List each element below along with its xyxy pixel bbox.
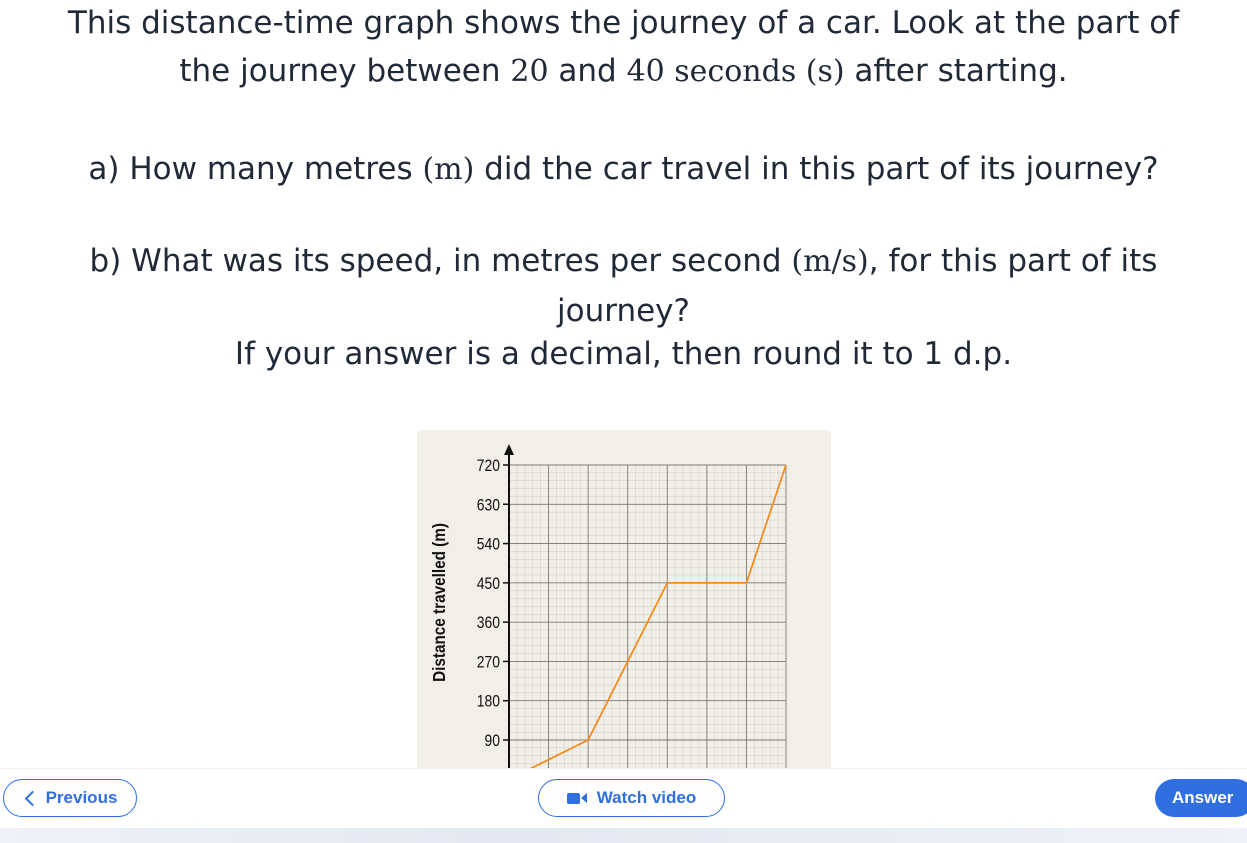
question-line-2 — [0, 50, 1247, 93]
answer-button[interactable] — [1155, 779, 1247, 817]
answer-button-label: Answer — [1172, 788, 1234, 807]
y-tick-label: 720 — [476, 456, 500, 476]
question-text-segment: did the car travel in this part of its journey? — [474, 151, 1159, 187]
question-part-b — [0, 240, 1247, 283]
question-text-segment: and — [548, 53, 627, 89]
question-line-1: This distance-time graph shows the journey of a car. Look at the part of — [67, 5, 1180, 41]
question-text-segment: after starting. — [844, 53, 1068, 89]
y-tick-label: 540 — [476, 535, 500, 554]
math-twenty: 20 — [510, 54, 549, 89]
y-tick-label: 180 — [476, 692, 500, 712]
distance-time-graph — [417, 430, 831, 768]
math-speed-unit: (m/s) — [791, 244, 869, 279]
previous-button-label: Previous — [45, 788, 118, 807]
chevron-left-icon — [24, 790, 40, 806]
y-tick-label: 630 — [476, 496, 500, 515]
bottom-strip — [0, 828, 1247, 843]
y-axis-label: Distance travelled (m) — [428, 523, 450, 682]
chart-svg — [417, 430, 831, 768]
question-text-segment: b) What was its speed, in metres per second — [89, 243, 792, 279]
watch-video-button[interactable] — [538, 779, 725, 817]
math-forty-seconds: 40 seconds (s) — [626, 54, 845, 89]
video-camera-icon — [567, 793, 587, 804]
math-metres-unit: (m) — [422, 152, 475, 187]
y-axis-arrow-icon — [504, 444, 514, 455]
question-text-segment: a) How many metres — [88, 151, 423, 187]
y-tick-label: 90 — [484, 731, 500, 751]
rounding-instruction: If your answer is a decimal, then round it to 1 d.p. — [234, 336, 1013, 372]
footer-bar — [0, 768, 1247, 829]
y-tick-label: 360 — [476, 613, 500, 633]
watch-video-label: Watch video — [596, 788, 697, 807]
question-part-a — [0, 148, 1247, 191]
y-tick-label: 270 — [476, 653, 500, 672]
question-text-segment: the journey between — [179, 53, 511, 89]
previous-button[interactable] — [3, 779, 137, 817]
y-tick-label: 450 — [476, 574, 500, 594]
question-text-segment: , for this part of its — [868, 243, 1158, 279]
journey-line — [509, 465, 786, 768]
question-part-b-continued: journey? — [557, 293, 690, 329]
